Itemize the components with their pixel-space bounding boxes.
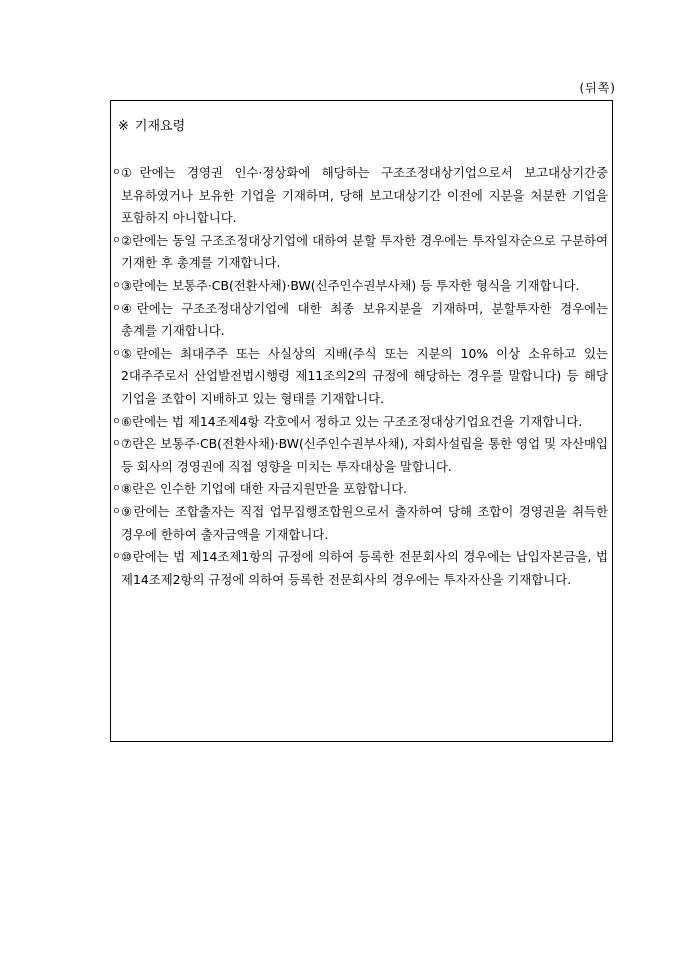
instruction-item-7 [112,433,608,478]
bullet-icon: ㅇ [112,303,121,314]
instruction-text: ②란에는 동일 구조조정대상기업에 대하여 분할 투자한 경우에는 투자일자순으로 구분하여 기재한 후 총계를 기재합니다. [121,232,608,271]
instructions-list [112,162,608,591]
instruction-text: ⑥란에는 법 제14조제4항 각호에서 정하고 있는 구조조정대상기업요건을 기재합니다. [121,413,583,429]
instruction-text: ⑨란에는 조합출자는 직접 업무집행조합원으로서 출자하여 당해 조합이 경영권을 취득한 경우에 한하여 출자금액을 기재합니다. [121,503,608,542]
instruction-text: ①란에는 경영권 인수·정상화에 해당하는 구조조정대상기업으로서 보고대상기간중 보유하였거나 보유한 기업을 기재하며, 당해 보고대상기간 이전에 지분을 처분한 기업을 포함하지 아니합니다. [121,165,608,226]
instruction-text: ⑤란에는 최대주주 또는 사실상의 지배(주식 또는 지분의 10% 이상 소유하고 있는 2대주주로서 산업발전법시행령 제11조의2의 규정에 해당하는 경우를 말합니다) 등 해당 기업을 조합이 지배하고 있는 형태를 기재합니다. [121,345,608,406]
instruction-item-3 [112,275,608,298]
bullet-icon: ㅇ [112,235,121,246]
bullet-icon: ㅇ [112,552,121,563]
page-side-label: (뒤쪽) [579,81,616,95]
instruction-item-1 [112,162,608,230]
instruction-text: ⑦란은 보통주·CB(전환사채)·BW(신주인수권부사채), 자회사설립을 통한 영업 및 자산매입 등 회사의 경영권에 직접 영향을 미치는 투자대상을 말합니다. [121,436,608,474]
bullet-icon: ㅇ [112,168,121,178]
bullet-icon: ㅇ [112,506,121,517]
bullet-icon: ㅇ [112,348,121,359]
instruction-text: ③란에는 보통주·CB(전환사채)·BW(신주인수권부사채) 등 투자한 형식을 기재합니다. [121,277,580,293]
instruction-item-2 [112,230,608,275]
instruction-item-5 [112,343,608,411]
instruction-item-8 [112,478,608,501]
bullet-icon: ㅇ [112,280,121,291]
instruction-text: ⑩란에는 법 제14조제1항의 규정에 의하여 등록한 전문회사의 경우에는 납입자본금을, 법 제14조제2항의 규정에 의하여 등록한 전문회사의 경우에는 투자자산을 기재합니다. [121,549,608,587]
instruction-item-10 [112,546,608,591]
instruction-text: ⑧란은 인수한 기업에 대한 자금지원만을 포함합니다. [121,481,408,497]
bullet-icon: ㅇ [112,484,121,495]
instructions-title [118,118,185,136]
instruction-item-4 [112,298,608,343]
bullet-icon: ㅇ [112,416,121,427]
instruction-text: ④란에는 구조조정대상기업에 대한 최종 보유지분을 기재하며, 분할투자한 경우에는 총계를 기재합니다. [121,300,608,339]
instruction-item-6 [112,411,608,434]
instruction-item-9 [112,501,608,546]
bullet-icon: ㅇ [112,439,121,450]
instructions-title-text: 기재요령 [134,119,186,134]
reference-mark-icon: ※ [118,119,129,134]
